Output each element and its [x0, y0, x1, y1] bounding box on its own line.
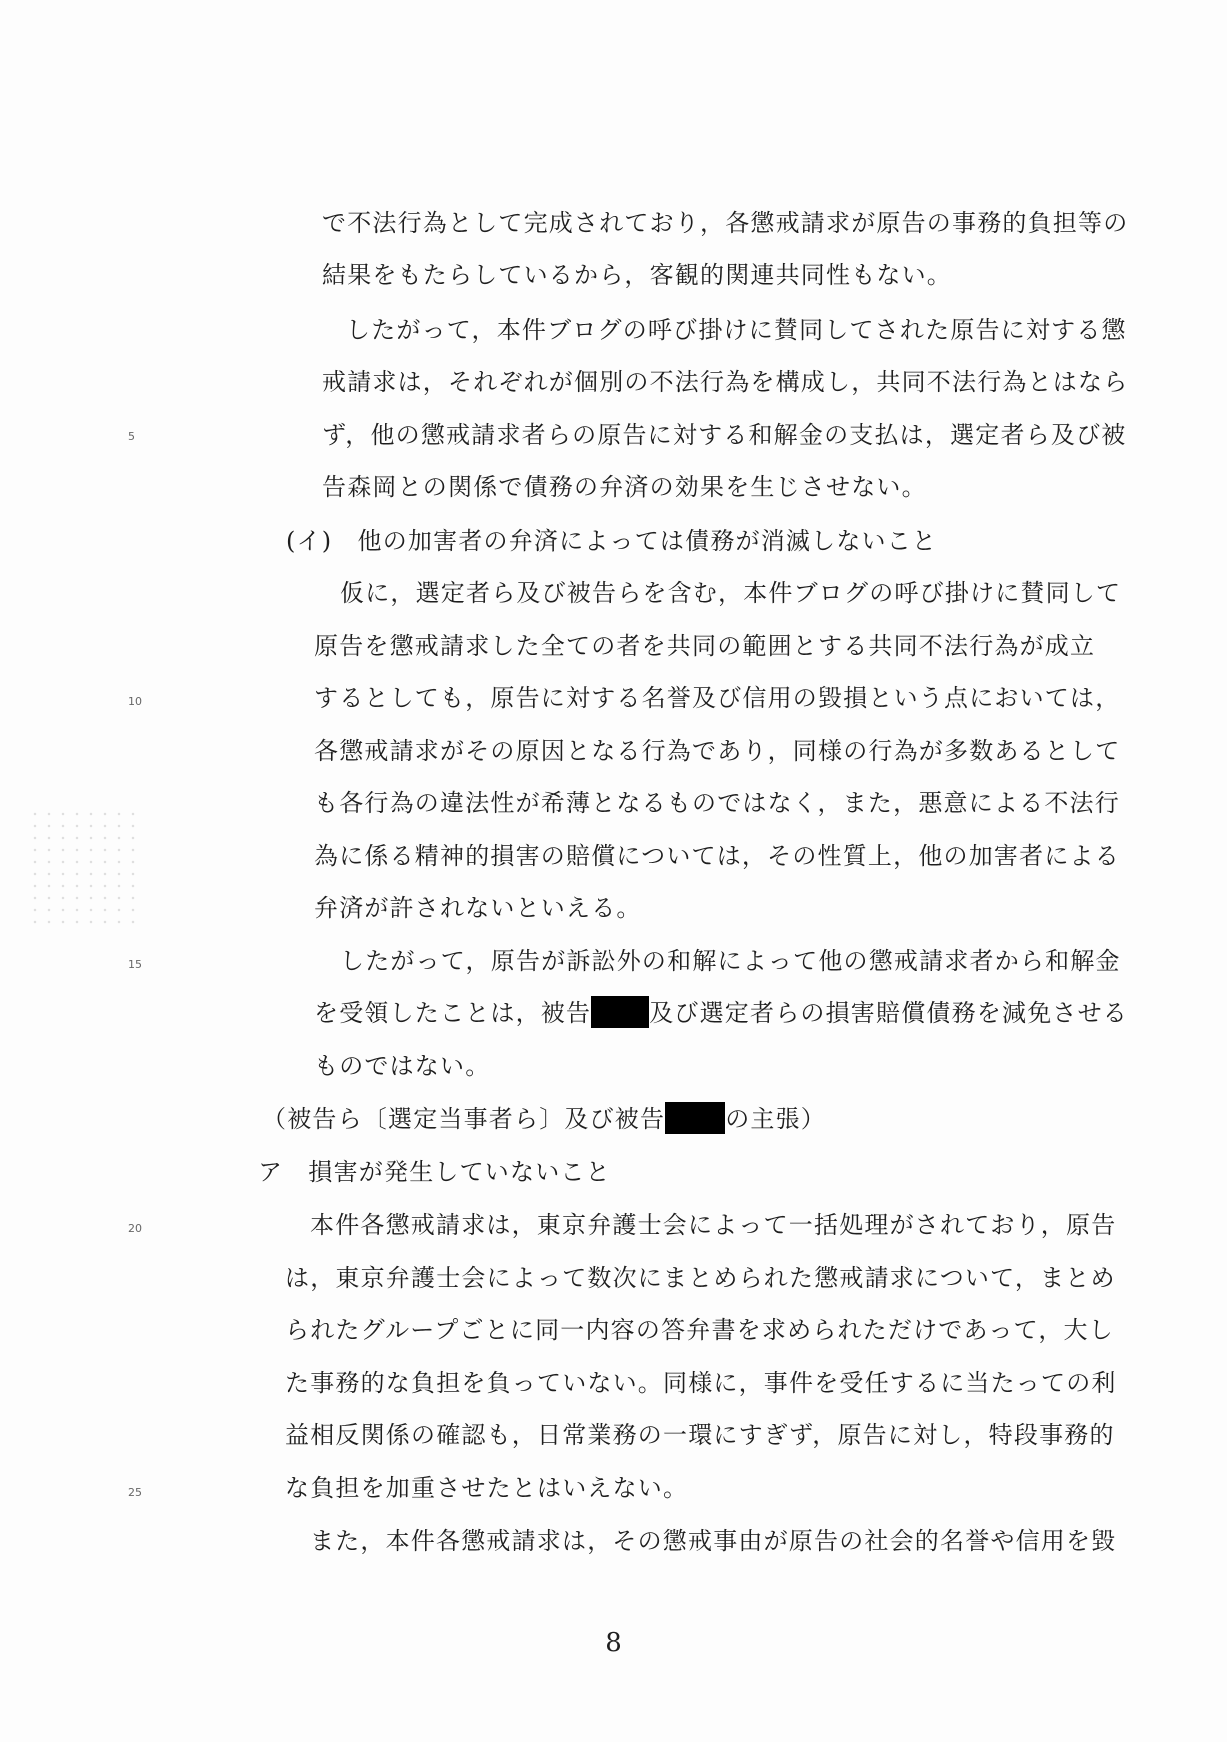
text-line: で不法行為として完成されており，各懲戒請求が原告の事務的負担等の: [322, 209, 1129, 237]
text-line: 仮に，選定者ら及び被告らを含む，本件ブログの呼び掛けに賛同して: [340, 579, 1122, 607]
text-line: したがって，原告が訴訟外の和解によって他の懲戒請求者から和解金: [340, 947, 1121, 975]
text-segment: の主張）: [725, 1105, 827, 1133]
text-line: 告森岡との関係で債務の弁済の効果を生じさせない。: [322, 473, 927, 501]
text-line: た事務的な負担を負っていない。同様に，事件を受任するに当たっての利: [285, 1369, 1117, 1397]
text-line: [314, 998, 1128, 1028]
text-segment: （被告ら〔選定当事者ら〕及び被告: [262, 1105, 666, 1133]
section-heading: ア 損害が発生していないこと: [258, 1158, 611, 1186]
text-line: な負担を加重させたとはいえない。: [285, 1474, 689, 1502]
redaction-box: [591, 996, 649, 1028]
text-line: したがって，本件ブログの呼び掛けに賛同してされた原告に対する懲: [346, 316, 1127, 344]
line-number: 5: [128, 430, 135, 443]
text-line: ず，他の懲戒請求者らの原告に対する和解金の支払は，選定者ら及び被: [322, 421, 1127, 449]
text-line: 本件各懲戒請求は，東京弁護士会によって一括処理がされており，原告: [310, 1211, 1117, 1239]
line-number: 25: [128, 1486, 142, 1499]
text-line: 結果をもたらしているから，客観的関連共同性もない。: [322, 261, 952, 289]
text-line: も各行為の違法性が希薄となるものではなく，また，悪意による不法行: [314, 789, 1120, 817]
text-line: 各懲戒請求がその原因となる行為であり，同様の行為が多数あるとして: [314, 737, 1121, 765]
text-segment: を受領したことは，被告: [314, 999, 592, 1027]
text-line: 益相反関係の確認も，日常業務の一環にすぎず，原告に対し，特段事務的: [285, 1421, 1115, 1449]
text-line: [262, 1104, 826, 1134]
text-line: (イ) 他の加害者の弁済によっては債務が消滅しないこと: [286, 527, 938, 555]
text-line: 弁済が許されないといえる。: [314, 894, 642, 922]
text-line: また，本件各懲戒請求は，その懲戒事由が原告の社会的名誉や信用を毀: [310, 1527, 1117, 1555]
redaction-box: [665, 1102, 725, 1134]
text-line: ものではない。: [314, 1052, 491, 1080]
line-number: 20: [128, 1222, 142, 1235]
line-number: 15: [128, 958, 142, 971]
line-number: 10: [128, 695, 142, 708]
text-line: するとしても，原告に対する名誉及び信用の毀損という点においては，: [314, 684, 1121, 712]
text-line: られたグループごとに同一内容の答弁書を求められただけであって，大し: [285, 1316, 1114, 1344]
text-segment: 及び選定者らの損害賠償債務を減免させる: [649, 999, 1129, 1027]
text-line: 戒請求は，それぞれが個別の不法行為を構成し，共同不法行為とはなら: [322, 368, 1129, 396]
text-line: 為に係る精神的損害の賠償については，その性質上，他の加害者による: [314, 842, 1120, 870]
page-number: 8: [605, 1628, 622, 1658]
scan-artifact: [28, 808, 138, 928]
text-line: は，東京弁護士会によって数次にまとめられた懲戒請求について，まとめ: [285, 1264, 1116, 1292]
text-line: 原告を懲戒請求した全ての者を共同の範囲とする共同不法行為が成立: [314, 632, 1096, 660]
